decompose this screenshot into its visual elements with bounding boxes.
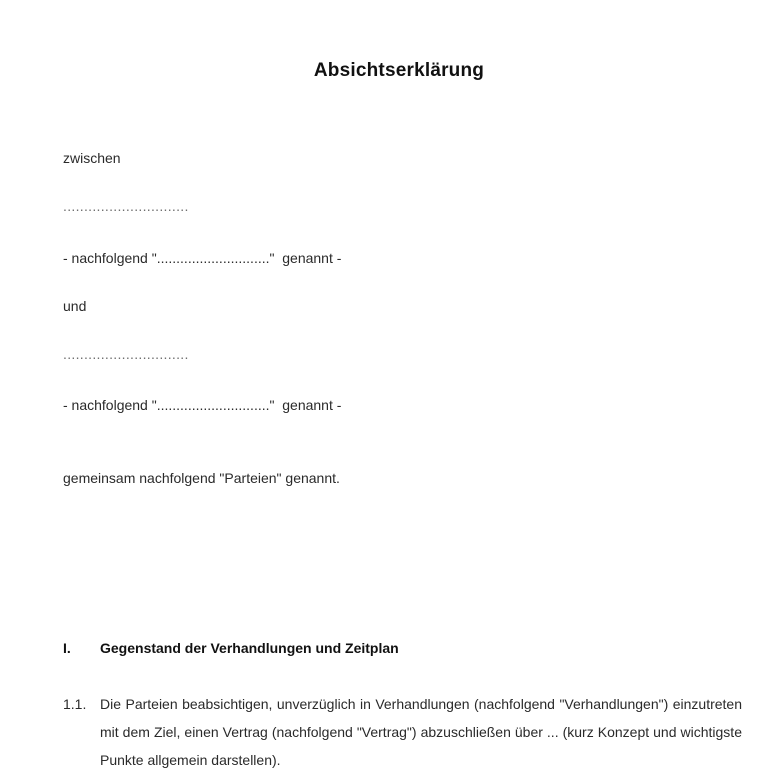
clause-row — [63, 690, 742, 774]
party-one-naming-line: - nachfolgend "............................." genannt - — [63, 250, 342, 266]
section-heading: Gegenstand der Verhandlungen und Zeitplan — [100, 640, 399, 656]
clause-number: 1.1. — [63, 696, 87, 712]
party-one-blank-line: .............................. — [63, 198, 189, 214]
section-heading-row — [63, 640, 743, 657]
party-two-blank-line: .............................. — [63, 346, 189, 362]
page-title: Absichtserklärung — [313, 60, 485, 81]
joint-naming-line: gemeinsam nachfolgend "Parteien" genannt. — [63, 470, 340, 486]
clause-text: Die Parteien beabsichtigen, unverzüglich in Verhandlungen (nachfolgend "Verhandlungen") einzutreten mit dem Ziel, einen Vertrag (nachfolgend "Vertrag") abzuschließen über ... (kurz Konzept und wichtigste Punkte allgemein darstellen). — [100, 696, 742, 768]
between-label: zwischen — [63, 150, 121, 166]
and-label: und — [63, 298, 87, 314]
party-two-naming-line: - nachfolgend "............................." genannt - — [63, 397, 342, 413]
section-number: I. — [63, 640, 71, 656]
